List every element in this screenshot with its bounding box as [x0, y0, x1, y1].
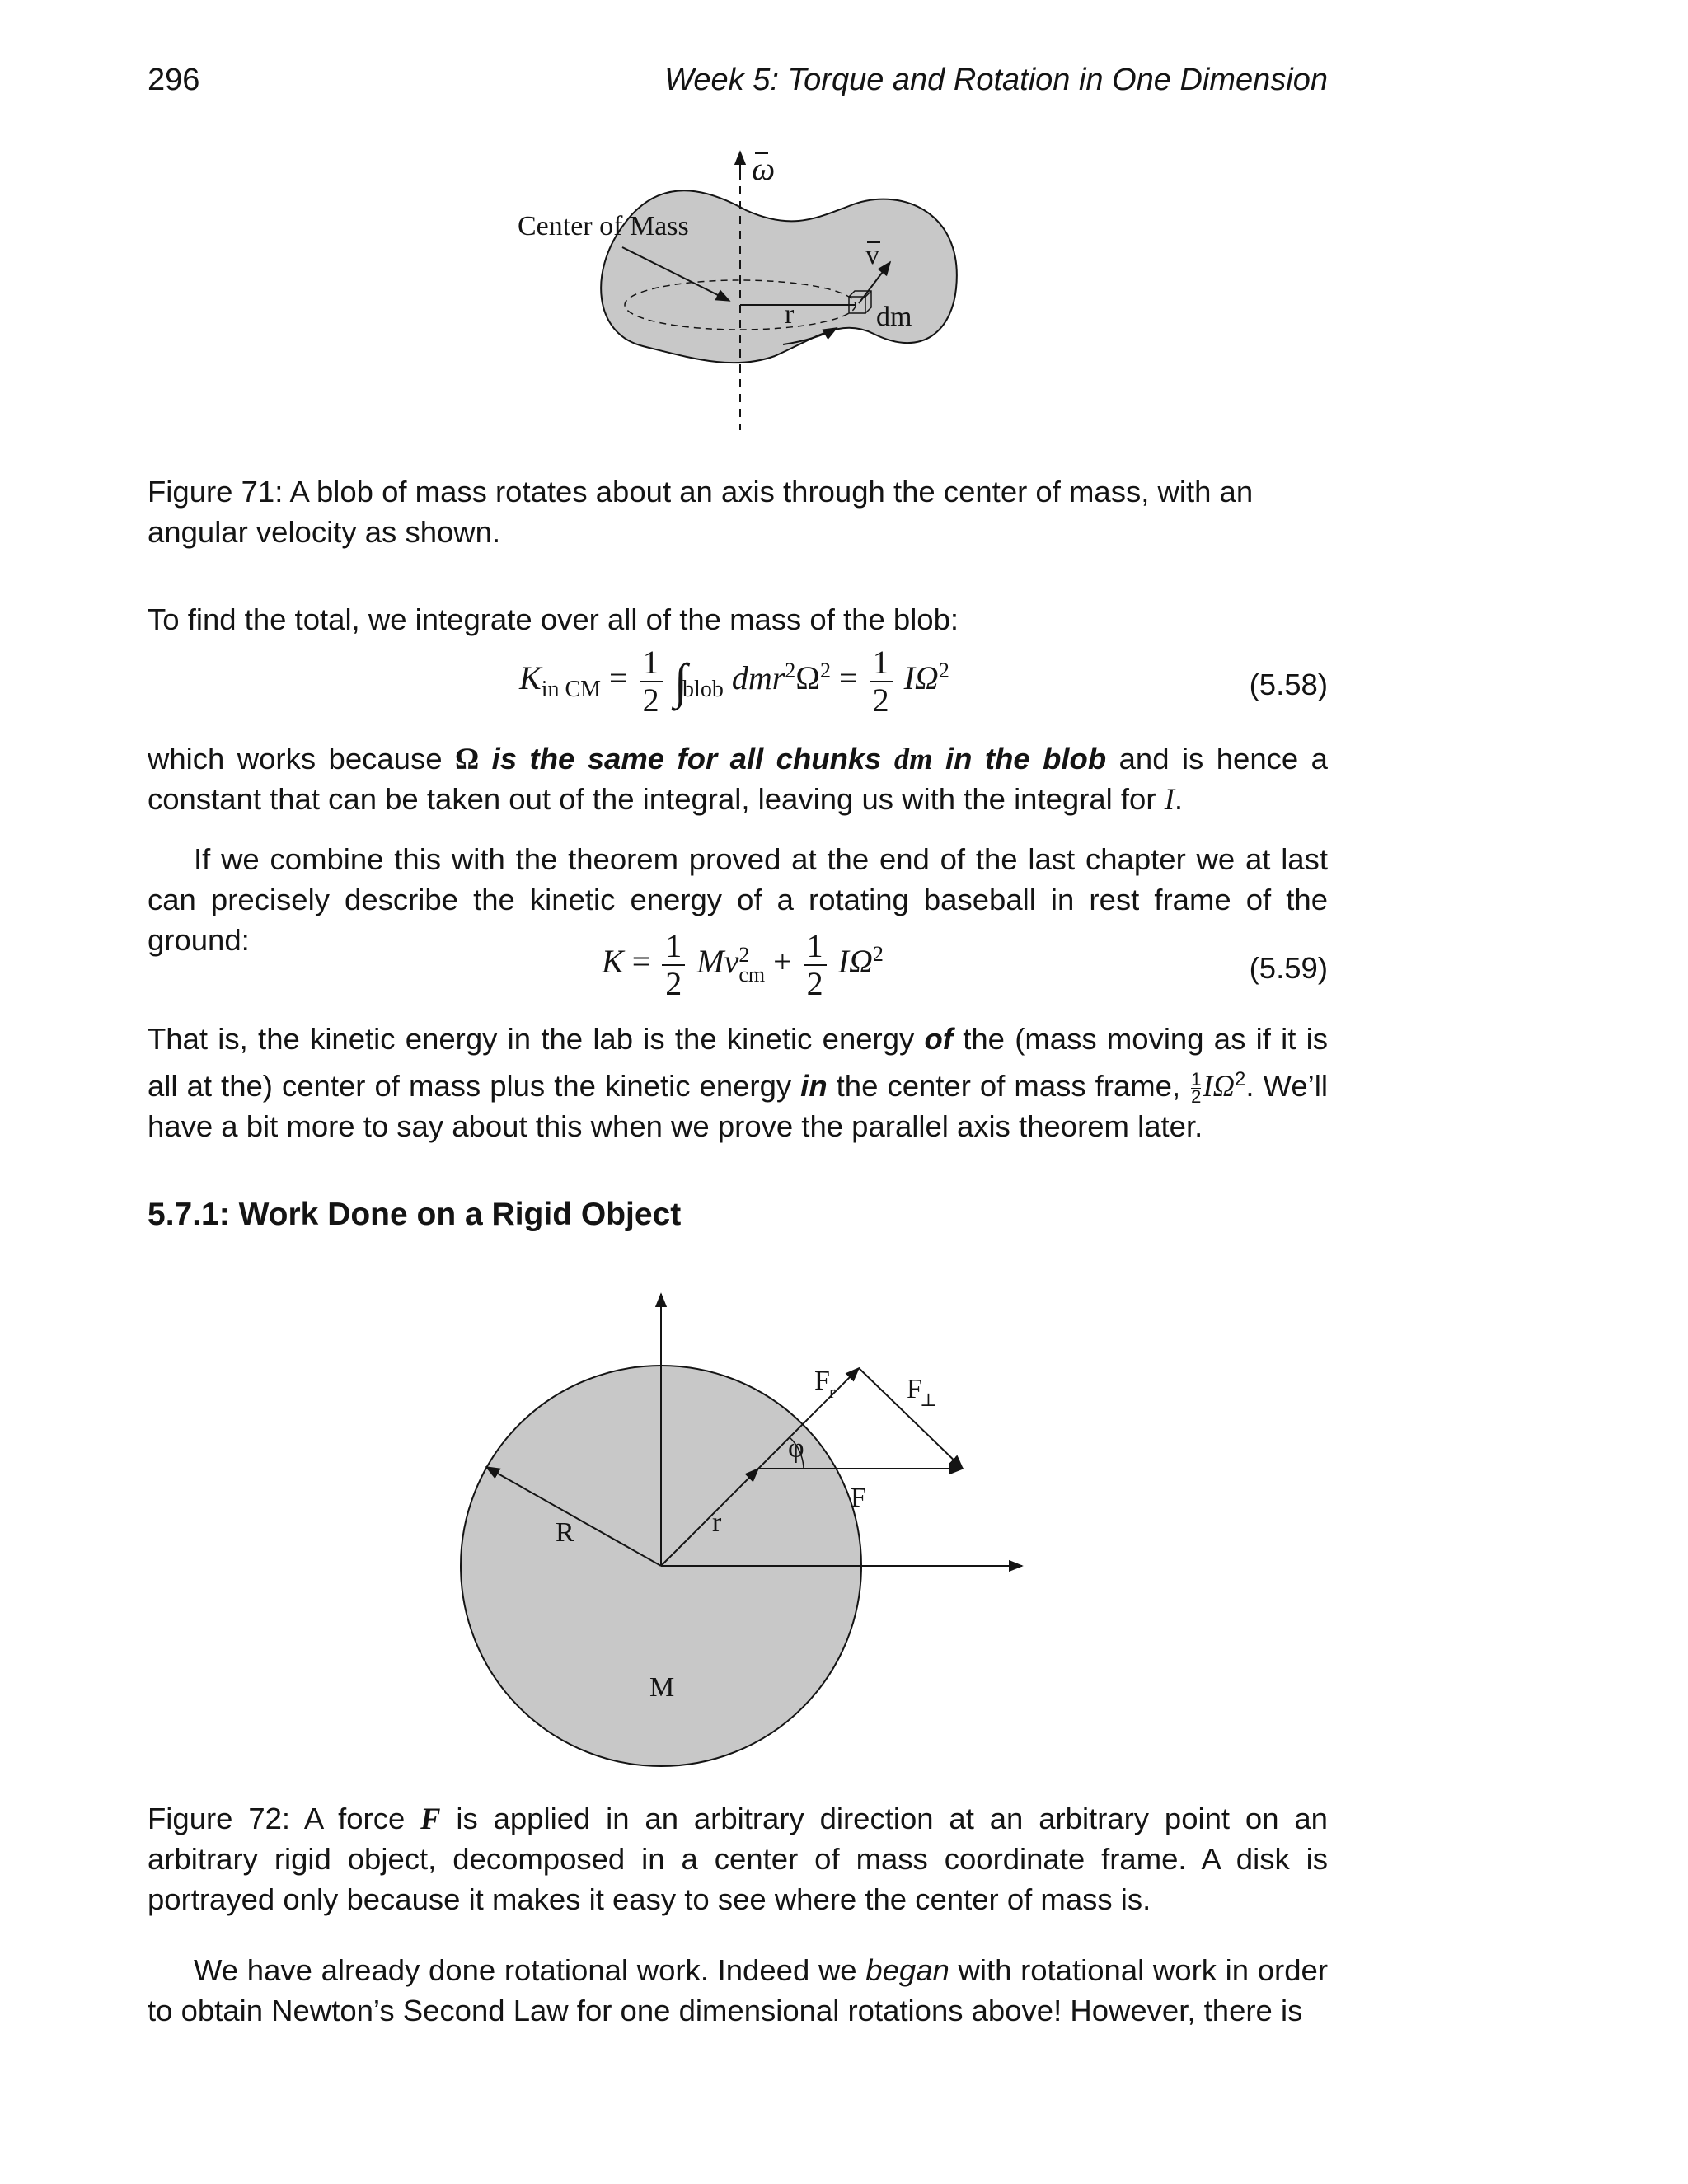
paragraph-rotational-work: We have already done rotational work. Indeed we began with rotational work in order to obtain Newton’s Second Law for one dimensional rotations above! However, there is: [148, 1953, 1328, 2027]
equation-5-58: $K_{in CM}$ = $\frac{1}{2}$ $\int_{blob}$ $dmr^2\Omega^2$ = $\frac{1}{2}$ $I\Omega^2$: [519, 644, 950, 719]
dm-label: dm: [876, 302, 912, 332]
section-heading: 5.7.1: Work Done on a Rigid Object: [148, 1197, 682, 1232]
figure-72-caption: Figure 72: A force F is applied in an arbitrary direction at an arbitrary point on an arbitrary rigid object, decomposed in a center of mass coordinate frame. A disk is portrayed only because it makes it easy to see where the center of mass is.: [148, 1802, 1328, 1916]
M-label: M: [649, 1672, 675, 1703]
center-of-mass-label: Center of Mass: [518, 211, 689, 241]
figure-71-diagram: [462, 140, 1022, 445]
equation-5-59: K = $\frac{1}{2}$ Mv 2 cm + $\frac{1}{2}$ $I\Omega^2$: [602, 927, 884, 1002]
equation-number-5-58: (5.58): [1249, 668, 1328, 701]
F-label: F: [851, 1483, 866, 1513]
Fr-label: F: [814, 1366, 830, 1396]
phi-label: φ: [788, 1433, 804, 1464]
figure-71-caption: Figure 71: A blob of mass rotates about an axis through the center of mass, with an angular velocity as shown.: [148, 475, 1254, 549]
paragraph-omega-same: which works because Ω is the same for all chunks dm in the blob and is hence a constant that can be taken out of the integral, leaving us with the integral for I.: [148, 742, 1328, 816]
Fperp-label: F: [907, 1374, 922, 1404]
paragraph-integrate: To find the total, we integrate over all of the mass of the blob:: [148, 602, 959, 636]
paragraph-kinetic-energy-lab: That is, the kinetic energy in the lab is the kinetic energy of the (mass moving as if it is all at the) center of mass plus the kinetic energy in the center of mass frame, $\frac{1}{2}$ $I\Omega^2$. We’ll have a bit more to say about this when we prove the parallel axis theorem later.: [148, 1022, 1328, 1144]
velocity-label: v: [865, 240, 879, 270]
figure-72-diagram: [429, 1286, 1039, 1780]
Fr-subscript: r: [829, 1381, 836, 1402]
R-label: R: [556, 1517, 574, 1548]
equation-number-5-59: (5.59): [1249, 951, 1328, 985]
omega-label: ω: [752, 150, 776, 187]
paragraph-combine-theorem: If we combine this with the theorem proved at the end of the last chapter we at last can precisely describe the kinetic energy of a rotating baseball in rest frame of the ground:: [148, 842, 1328, 957]
Fperp-subscript: ⊥: [920, 1390, 937, 1410]
running-title: Week 5: Torque and Rotation in One Dimension: [664, 63, 1328, 97]
radius-label: r: [785, 299, 795, 330]
page-number: 296: [148, 63, 200, 97]
r-label: r: [712, 1507, 722, 1538]
